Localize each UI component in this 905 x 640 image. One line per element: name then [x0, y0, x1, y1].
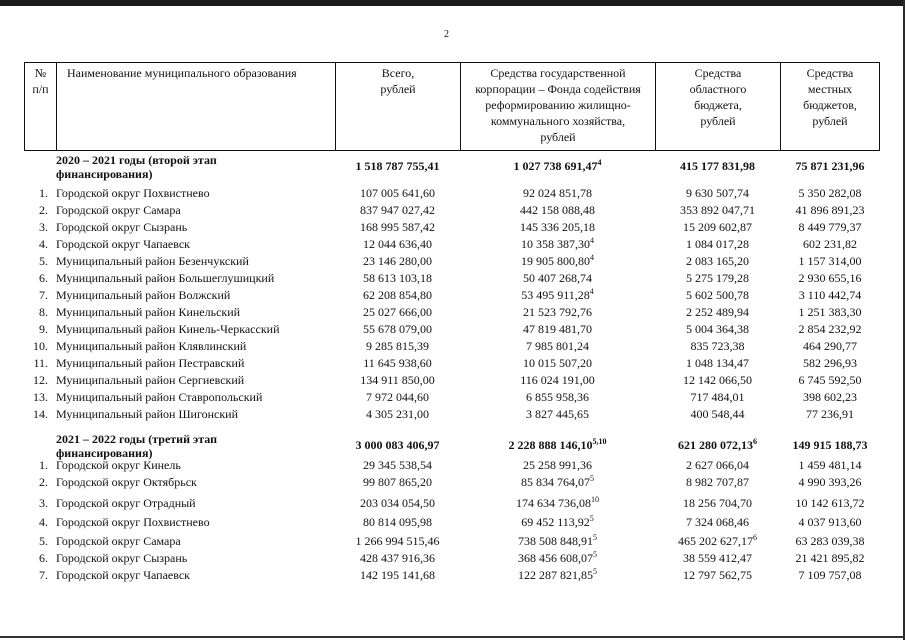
amount: 2 627 066,04 [686, 458, 749, 472]
row-fund [460, 458, 655, 472]
row-total [335, 407, 460, 421]
row-name: Городской округ Отрадный [56, 496, 196, 510]
stage-regional [655, 438, 780, 452]
amount: 582 296,93 [803, 356, 857, 370]
amount: 4 305 231,00 [366, 407, 429, 421]
row-name: Муниципальный район Клявлинский [56, 339, 247, 353]
amount: 6 855 958,36 [526, 390, 589, 404]
amount: 29 345 538,54 [363, 458, 432, 472]
row-fund [460, 305, 655, 319]
footnote-mark: 5 [589, 514, 594, 523]
row-name: Муниципальный район Шигонский [56, 407, 239, 421]
table-row [0, 203, 905, 219]
table-row [0, 288, 905, 304]
amount: 25 027 666,00 [363, 305, 432, 319]
row-total [335, 373, 460, 387]
row-regional [655, 551, 780, 565]
row-total [335, 515, 460, 529]
row-total [335, 271, 460, 285]
row-number: 10. [33, 339, 48, 353]
amount: 99 807 865,20 [363, 475, 432, 489]
footnote-mark: 6 [753, 533, 757, 542]
amount: 122 287 821,85 [518, 568, 593, 582]
row-regional [655, 186, 780, 200]
stage-fund [460, 159, 655, 173]
amount: 23 146 280,00 [363, 254, 432, 268]
amount: 368 456 608,07 [518, 551, 593, 565]
amount: 1 048 134,47 [686, 356, 749, 370]
table-row [0, 515, 905, 531]
amount: 77 236,91 [806, 407, 854, 421]
amount: 7 985 801,24 [526, 339, 589, 353]
row-total [335, 390, 460, 404]
row-name: Городской округ Похвистнево [56, 515, 210, 529]
row-regional [655, 305, 780, 319]
row-regional [655, 339, 780, 353]
row-total [335, 534, 460, 548]
row-name: Муниципальный район Ставропольский [56, 390, 263, 404]
header-local: Средства местных бюджетов, рублей [780, 63, 880, 150]
row-regional [655, 203, 780, 217]
footnote-mark: 4 [590, 253, 594, 262]
row-local [780, 568, 880, 582]
row-total [335, 322, 460, 336]
amount: 12 044 636,40 [363, 237, 432, 251]
amount: 621 280 072,13 [678, 438, 753, 452]
amount: 80 814 095,98 [363, 515, 432, 529]
row-fund [460, 356, 655, 370]
row-fund [460, 220, 655, 234]
row-regional [655, 288, 780, 302]
row-number: 4. [39, 237, 48, 251]
row-total [335, 203, 460, 217]
amount: 835 723,38 [690, 339, 745, 353]
row-name: Городской округ Похвистнево [56, 186, 210, 200]
footnote-mark: 4 [597, 158, 602, 167]
header-name: Наименование муниципального образования [56, 63, 359, 150]
row-total [335, 237, 460, 251]
amount: 53 495 911,28 [521, 288, 590, 302]
row-fund [460, 237, 655, 251]
amount: 75 871 231,96 [795, 159, 865, 173]
row-local [780, 458, 880, 472]
row-name: Муниципальный район Большеглушицкий [56, 271, 275, 285]
row-number: 3. [39, 220, 48, 234]
row-local [780, 373, 880, 387]
header-regional: Средства областного бюджета, рублей [655, 63, 780, 150]
amount: 602 231,82 [803, 237, 857, 251]
row-number: 12. [33, 373, 48, 387]
amount: 3 110 442,74 [798, 288, 862, 302]
row-fund [460, 373, 655, 387]
amount: 2 930 655,16 [798, 271, 862, 285]
row-number: 2. [39, 475, 48, 489]
row-name: Городской округ Кинель [56, 458, 181, 472]
row-name: Городской округ Сызрань [56, 220, 188, 234]
row-name: Муниципальный район Волжский [56, 288, 231, 302]
footnote-mark: 5 [593, 533, 597, 542]
row-total [335, 458, 460, 472]
row-local [780, 322, 880, 336]
table-row [0, 356, 905, 372]
scan-top-edge [0, 0, 905, 6]
row-regional [655, 254, 780, 268]
row-fund [460, 203, 655, 217]
header-num: № п/п [24, 63, 56, 150]
amount: 10 142 613,72 [795, 496, 865, 510]
amount: 7 324 068,46 [686, 515, 749, 529]
table-row [0, 271, 905, 287]
row-regional [655, 458, 780, 472]
amount: 4 037 913,60 [798, 515, 862, 529]
row-fund [460, 288, 655, 302]
row-regional [655, 237, 780, 251]
amount: 69 452 113,92 [521, 515, 590, 529]
amount: 134 911 850,00 [360, 373, 435, 387]
row-number: 6. [39, 551, 48, 565]
amount: 5 602 500,78 [686, 288, 749, 302]
amount: 55 678 079,00 [363, 322, 432, 336]
row-total [335, 356, 460, 370]
stage-total [335, 159, 460, 173]
table-row [0, 407, 905, 423]
amount: 4 990 393,26 [798, 475, 862, 489]
row-local [780, 356, 880, 370]
amount: 5 275 179,28 [686, 271, 749, 285]
amount: 428 437 916,36 [360, 551, 435, 565]
row-number: 11. [33, 356, 48, 370]
row-local [780, 551, 880, 565]
row-local [780, 339, 880, 353]
row-name: Городской округ Чапаевск [56, 568, 190, 582]
row-number: 1. [39, 458, 48, 472]
amount: 107 005 641,60 [360, 186, 435, 200]
amount: 21 523 792,76 [523, 305, 592, 319]
amount: 149 915 188,73 [792, 438, 868, 452]
row-local [780, 203, 880, 217]
amount: 38 559 412,47 [683, 551, 752, 565]
amount: 738 508 848,91 [518, 534, 593, 548]
row-regional [655, 568, 780, 582]
amount: 400 548,44 [690, 407, 745, 421]
amount: 5 350 282,08 [798, 186, 862, 200]
amount: 1 084 017,28 [686, 237, 749, 251]
row-fund [460, 551, 655, 565]
row-fund [460, 390, 655, 404]
amount: 7 109 757,08 [798, 568, 862, 582]
amount: 8 982 707,87 [686, 475, 749, 489]
table-row [0, 475, 905, 491]
row-name: Муниципальный район Кинельский [56, 305, 241, 319]
row-total [335, 475, 460, 489]
stage-title: 2020 – 2021 годы (второй этап финансирования) [56, 153, 217, 181]
row-number: 4. [39, 515, 48, 529]
row-name: Муниципальный район Сергиевский [56, 373, 245, 387]
amount: 41 896 891,23 [795, 203, 865, 217]
row-number: 8. [39, 305, 48, 319]
amount: 11 645 938,60 [363, 356, 432, 370]
stage-total [335, 438, 460, 452]
amount: 203 034 054,50 [360, 496, 435, 510]
row-regional [655, 390, 780, 404]
row-fund [460, 254, 655, 268]
amount: 6 745 592,50 [798, 373, 862, 387]
amount: 62 208 854,80 [363, 288, 432, 302]
row-total [335, 496, 460, 510]
amount: 2 083 165,20 [686, 254, 749, 268]
amount: 25 258 991,36 [523, 458, 592, 472]
amount: 19 905 800,80 [521, 254, 590, 268]
row-name: Городской округ Самара [56, 534, 181, 548]
table-row [0, 390, 905, 406]
row-number: 5. [39, 534, 48, 548]
amount: 174 634 736,08 [516, 496, 591, 510]
amount: 3 000 083 406,97 [355, 438, 440, 452]
amount: 837 947 027,42 [360, 203, 435, 217]
row-local [780, 186, 880, 200]
stage-local [780, 159, 880, 173]
row-fund [460, 186, 655, 200]
row-name: Муниципальный район Кинель-Черкасский [56, 322, 280, 336]
table-row [0, 373, 905, 389]
row-local [780, 390, 880, 404]
amount: 63 283 039,38 [795, 534, 865, 548]
footnote-mark: 4 [589, 287, 594, 296]
amount: 3 827 445,65 [526, 407, 589, 421]
row-fund [460, 407, 655, 421]
table-row [0, 496, 905, 512]
row-fund [460, 515, 655, 529]
row-regional [655, 373, 780, 387]
table-row [0, 534, 905, 550]
amount: 116 024 191,00 [520, 373, 595, 387]
row-number: 9. [39, 322, 48, 336]
row-regional [655, 534, 780, 548]
row-number: 13. [33, 390, 48, 404]
row-total [335, 339, 460, 353]
amount: 415 177 831,98 [680, 159, 755, 173]
row-regional [655, 322, 780, 336]
footnote-mark: 10 [591, 495, 599, 504]
table-row [0, 186, 905, 202]
row-fund [460, 568, 655, 582]
amount: 5 004 364,38 [686, 322, 749, 336]
footnote-mark: 5,10 [592, 437, 607, 446]
row-local [780, 220, 880, 234]
row-local [780, 237, 880, 251]
row-number: 3. [39, 496, 48, 510]
row-name: Городской округ Самара [56, 203, 181, 217]
row-local [780, 407, 880, 421]
amount: 465 202 627,17 [678, 534, 753, 548]
amount: 7 972 044,60 [366, 390, 429, 404]
amount: 9 630 507,74 [686, 186, 749, 200]
amount: 9 285 815,39 [366, 339, 429, 353]
amount: 1 027 738 691,47 [513, 159, 598, 173]
row-local [780, 534, 880, 548]
amount: 142 195 141,68 [360, 568, 435, 582]
table-row [0, 339, 905, 355]
amount: 1 266 994 515,46 [355, 534, 440, 548]
amount: 2 228 888 146,10 [508, 438, 593, 452]
table-row [0, 458, 905, 474]
row-number: 14. [33, 407, 48, 421]
stage-title: 2021 – 2022 годы (третий этап финансирования) [56, 432, 217, 460]
amount: 18 256 704,70 [683, 496, 752, 510]
row-fund [460, 271, 655, 285]
row-name: Городской округ Чапаевск [56, 237, 190, 251]
row-number: 2. [39, 203, 48, 217]
row-local [780, 288, 880, 302]
row-number: 7. [39, 568, 48, 582]
amount: 1 459 481,14 [798, 458, 862, 472]
row-local [780, 271, 880, 285]
row-local [780, 305, 880, 319]
amount: 2 252 489,94 [686, 305, 749, 319]
amount: 21 421 895,82 [795, 551, 865, 565]
stage-regional [655, 159, 780, 173]
row-number: 7. [39, 288, 48, 302]
table-row [0, 220, 905, 236]
row-total [335, 551, 460, 565]
row-regional [655, 515, 780, 529]
amount: 12 142 066,50 [683, 373, 752, 387]
row-total [335, 254, 460, 268]
table-row [0, 305, 905, 321]
scan-bottom-edge [0, 636, 905, 638]
amount: 58 613 103,18 [363, 271, 432, 285]
row-total [335, 186, 460, 200]
row-regional [655, 475, 780, 489]
row-total [335, 568, 460, 582]
stage-row [0, 153, 905, 183]
amount: 442 158 088,48 [520, 203, 595, 217]
row-name: Городской округ Сызрань [56, 551, 188, 565]
row-local [780, 475, 880, 489]
page-number: 2 [444, 29, 449, 40]
table-row [0, 254, 905, 270]
amount: 85 834 764,07 [521, 475, 590, 489]
row-regional [655, 407, 780, 421]
row-total [335, 288, 460, 302]
amount: 50 407 268,74 [523, 271, 592, 285]
amount: 8 449 779,37 [798, 220, 862, 234]
row-name: Муниципальный район Пестравский [56, 356, 245, 370]
amount: 2 854 232,92 [798, 322, 862, 336]
header-total: Всего, рублей [335, 63, 460, 150]
amount: 353 892 047,71 [680, 203, 755, 217]
table-row [0, 568, 905, 584]
amount: 1 518 787 755,41 [355, 159, 440, 173]
footnote-mark: 4 [590, 236, 594, 245]
row-local [780, 515, 880, 529]
header-fund: Средства государственной корпорации – Фонда содействия реформированию жилищно- коммунального хозяйства, рублей [460, 63, 655, 150]
stage-local [780, 438, 880, 452]
row-number: 1. [39, 186, 48, 200]
row-fund [460, 339, 655, 353]
stage-fund [460, 438, 655, 452]
table-row [0, 551, 905, 567]
row-regional [655, 220, 780, 234]
row-local [780, 254, 880, 268]
row-name: Муниципальный район Безенчукский [56, 254, 249, 268]
table-row [0, 237, 905, 253]
amount: 47 819 481,70 [523, 322, 592, 336]
amount: 464 290,77 [803, 339, 857, 353]
footnote-mark: 5 [593, 550, 597, 559]
amount: 92 024 851,78 [523, 186, 592, 200]
footnote-mark: 5 [593, 567, 597, 576]
amount: 1 251 383,30 [798, 305, 862, 319]
amount: 10 358 387,30 [521, 237, 590, 251]
amount: 10 015 507,20 [523, 356, 592, 370]
row-regional [655, 356, 780, 370]
footnote-mark: 5 [590, 474, 594, 483]
row-number: 5. [39, 254, 48, 268]
amount: 145 336 205,18 [520, 220, 595, 234]
amount: 15 209 602,87 [683, 220, 752, 234]
amount: 717 484,01 [690, 390, 745, 404]
row-local [780, 496, 880, 510]
row-total [335, 305, 460, 319]
row-name: Городской округ Октябрьск [56, 475, 197, 489]
row-fund [460, 534, 655, 548]
amount: 1 157 314,00 [798, 254, 862, 268]
table-header [24, 62, 880, 151]
footnote-mark: 6 [753, 437, 757, 446]
row-number: 6. [39, 271, 48, 285]
amount: 168 995 587,42 [360, 220, 435, 234]
row-fund [460, 475, 655, 489]
table-row [0, 322, 905, 338]
row-total [335, 220, 460, 234]
amount: 12 797 562,75 [683, 568, 752, 582]
row-fund [460, 322, 655, 336]
amount: 398 602,23 [803, 390, 857, 404]
row-regional [655, 496, 780, 510]
row-regional [655, 271, 780, 285]
row-fund [460, 496, 655, 510]
